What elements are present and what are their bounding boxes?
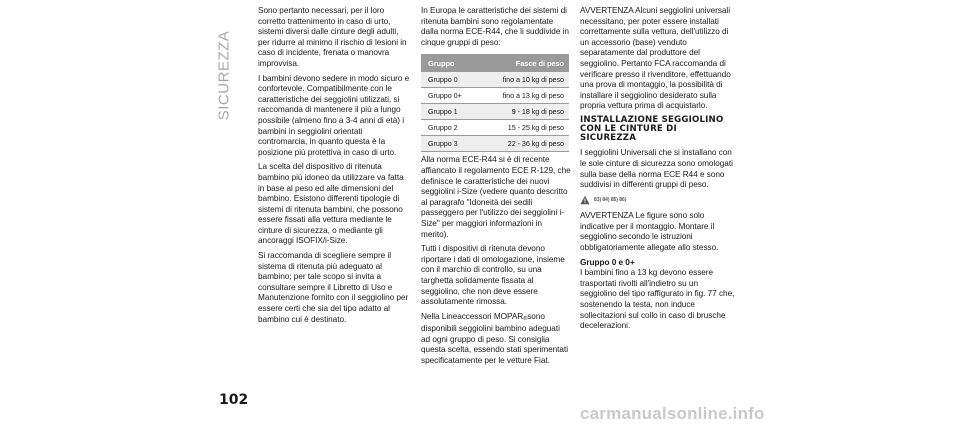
section-side-label-text: SICUREZZA: [215, 30, 233, 120]
table-header-row: [421, 54, 569, 72]
table-cell: Gruppo 0+: [421, 88, 476, 104]
table-row: [421, 88, 569, 104]
paragraph: La scelta del dispositivo di ritenuta bambino più idoneo da utilizzare va fatta in base al peso ed alle dimensioni del bambino. Esistono differenti tipologie di sistemi di ritenuta bambini, che possono essere fissati alla vettura mediante le cinture di sicurezza, o mediante gli ancoraggi ISOFIX/i-Size.: [258, 162, 404, 246]
warning-paragraph: AVVERTENZA Le figure sono solo indicative per il montaggio. Montare il seggiolino secondo le istruzioni obbligatoriamente allegate allo stesso.: [580, 211, 719, 253]
table-cell: Gruppo 2: [421, 120, 476, 136]
registered-mark: ®: [523, 315, 528, 322]
table-row: [421, 104, 569, 120]
mopar-text: Nella Lineaccessori MOPAR: [421, 311, 524, 321]
text-column-3: [580, 6, 735, 336]
section-heading: INSTALLAZIONE SEGGIOLINO CON LE CINTURE DI SICUREZZA: [580, 114, 724, 143]
warning-paragraph: AVVERTENZA Alcuni seggiolini universali necessitano, per poter essere installati correttamente sulla vettura, dell'utilizzo di un accessorio (base) venduto separatamente dal produttore del seggiolino. Pertanto FCA raccomanda di verificare presso il rivenditore, effettuando una prova di montaggio, la possibilità di installare il seggiolino desiderato sulla propria vettura prima di acquistarlo.: [580, 6, 731, 111]
table-row: [421, 136, 569, 152]
text-column-1: [258, 6, 410, 329]
reference-codes: 83) 84) 85) 86): [594, 196, 627, 203]
paragraph: In Europa le caratteristiche dei sistemi di ritenuta bambini sono regolamentate dalla norma ECE-R44, che li suddivide in cinque gruppi di peso:: [421, 6, 569, 47]
warning-triangle-icon: [580, 195, 590, 205]
weight-groups-table: [421, 54, 569, 152]
table-cell: 9 - 18 kg di peso: [476, 104, 569, 120]
subheading: Gruppo 0 e 0+: [580, 257, 635, 267]
table-cell: Gruppo 1: [421, 104, 476, 120]
table-cell: Gruppo 3: [421, 136, 476, 152]
table-header-cell: Gruppo: [421, 54, 476, 72]
paragraph: I seggiolini Universali che si installano con le sole cinture di sicurezza sono omologati sulla base della norma ECE R44 e sono suddivisi in differenti gruppi di peso.: [580, 148, 733, 190]
paragraph: Tutti i dispositivi di ritenuta devono riportare i dati di omologazione, insieme con il marchio di controllo, su una targhetta solidamente fissata al seggiolino, che non deve essere assolutamente rimossa.: [421, 244, 565, 307]
table-cell: Gruppo 0: [421, 72, 476, 88]
paragraph: I bambini fino a 13 kg devono essere trasportati rivolti all'indietro su un seggiolino del tipo raffigurato in fig. 77 che, sostenendo la testa, non induce sollecitazioni sul collo in caso di brusche decelerazioni.: [580, 268, 735, 331]
paragraph: I bambini devono sedere in modo sicuro e confortevole. Compatibilmente con le caratteristiche dei seggiolini utilizzati, si raccomanda di mantenere il più a lungo possibile (almeno fino a 3-4 anni di età) i bambini in seggiolini orientati contromarcia, in quanto questa è la posizione più protettiva in caso di urto.: [258, 73, 410, 157]
warning-references: [580, 195, 735, 206]
section-side-label: [215, 30, 233, 120]
table-row: [421, 72, 569, 88]
mopar-text-continued: sono disponibili seggiolini bambino adeguati ad ogni gruppo di peso. Si consiglia questa scelta, essendo stati sperimentati specificatamente per le vetture Fiat.: [421, 311, 568, 366]
table-row: [421, 120, 569, 136]
table-header-cell: Fasce di peso: [476, 54, 569, 72]
table-cell: 22 - 36 kg di peso: [476, 136, 569, 152]
paragraph: Sono pertanto necessari, per il loro corretto trattenimento in caso di urto, sistemi diversi dalle cinture degli adulti, per ridurre al minimo il rischio di lesioni in caso di incidente, frenata o manovra improvvisa.: [258, 6, 407, 68]
page-number: 102: [219, 392, 249, 408]
table-cell: fino a 10 kg di peso: [476, 72, 569, 88]
text-column-2: [421, 6, 571, 371]
watermark: carmanualsonline.info: [580, 404, 765, 423]
paragraph-mopar: [421, 312, 571, 367]
paragraph: Si raccomanda di scegliere sempre il sistema di ritenuta più adeguato al bambino; per tale scopo si invita a consultare sempre il Libretto di Uso e Manutenzione fornito con il seggiolino per essere certi che sia del tipo adatto al bambino cui è destinato.: [258, 251, 409, 324]
paragraph: Alla norma ECE-R44 si è di recente affiancato il regolamento ECE R-129, che definisce le caratteristiche dei nuovi seggiolini i-Size (vedere quanto descritto al paragrafo "Idoneità dei sedili passeggero per l'utilizzo dei seggiolini i-Size" per maggiori informazioni in merito).: [421, 155, 571, 239]
table-cell: fino a 13 kg di peso: [476, 88, 569, 104]
table-cell: 15 - 25 kg di peso: [476, 120, 569, 136]
